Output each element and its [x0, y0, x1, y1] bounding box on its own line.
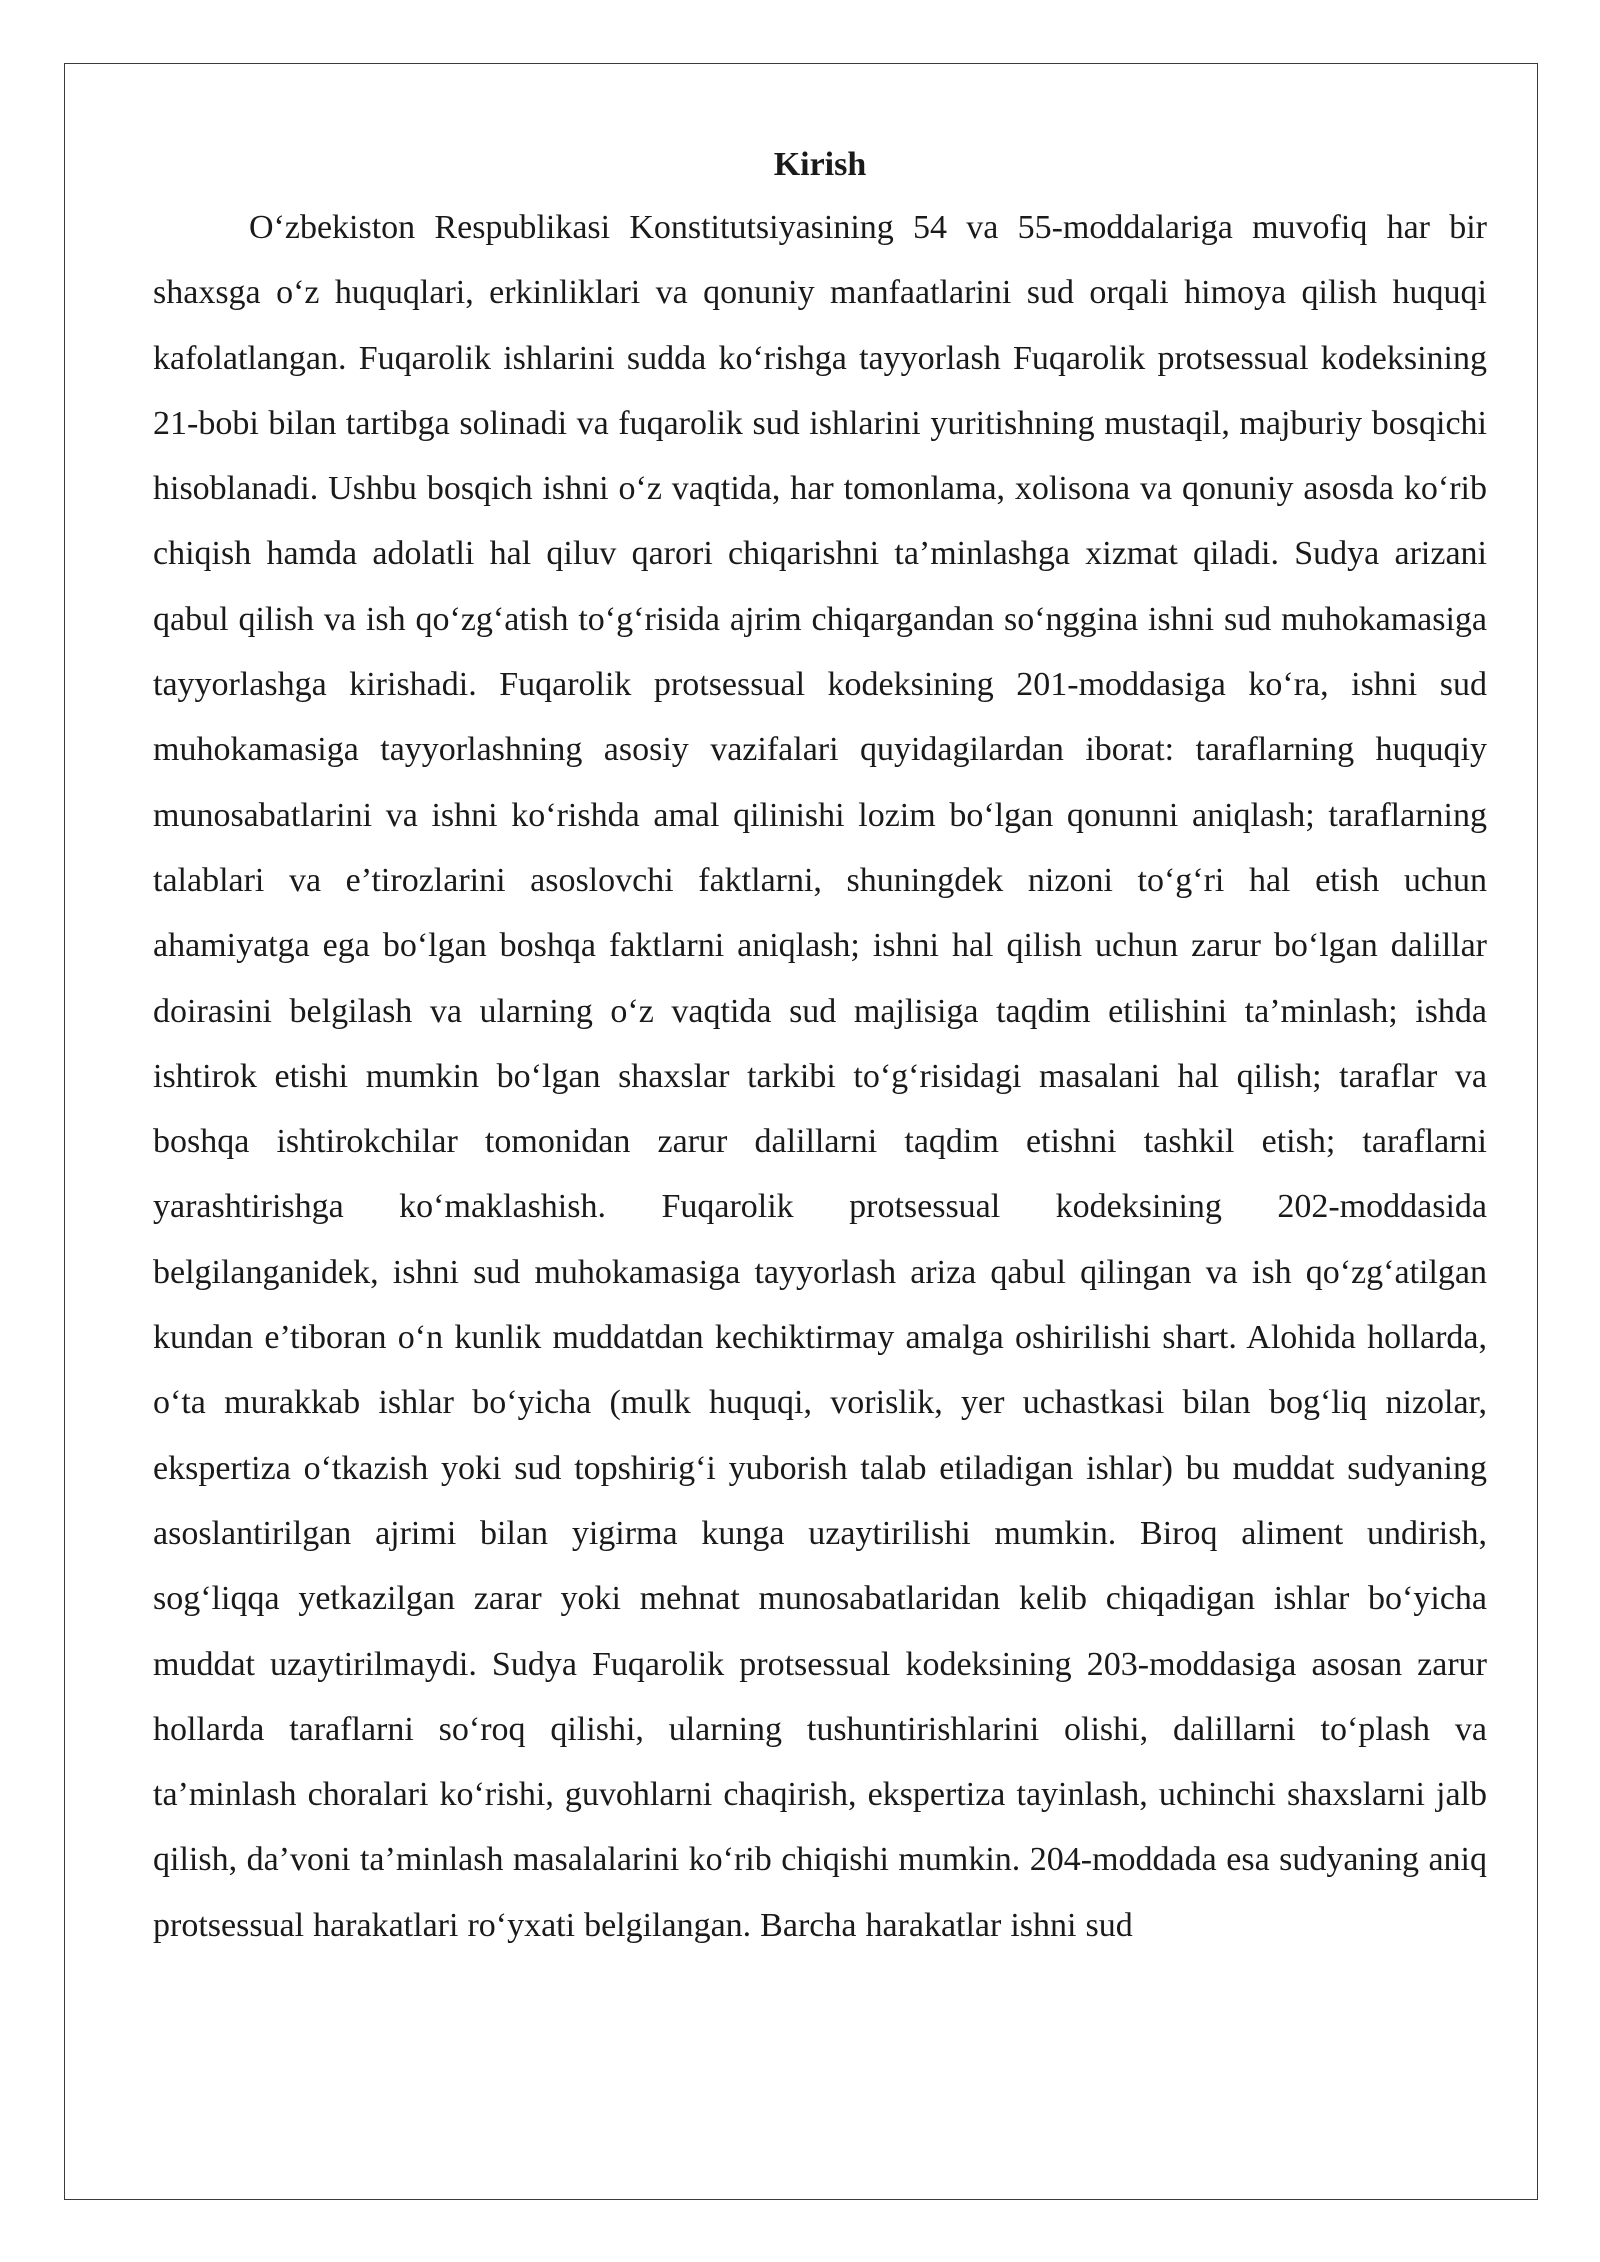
document-title: Kirish — [773, 146, 867, 183]
body-paragraph: O‘zbekiston Respublikasi Konstitutsiyasining 54 va 55-moddalariga muvofiq har bir shaxsga o‘z huquqlari, erkinliklari va qonuniy manfaatlarini sud orqali himoya qilish huquqi kafolatlangan. Fuqarolik ishlarini sudda ko‘rishga tayyorlash Fuqarolik protsessual kodeksining 21-bobi bilan tartibga solinadi va fuqarolik sud ishlarini yuritishning mustaqil, majburiy bosqichi hisoblanadi. Ushbu bosqich ishni o‘z vaqtida, har tomonlama, xolisona va qonuniy asosda ko‘rib chiqish hamda adolatli hal qiluv qarori chiqarishni ta’minlashga xizmat qiladi. Sudya arizani qabul qilish va ish qo‘zg‘atish to‘g‘risida ajrim chiqargandan so‘nggina ishni sud muhokamasiga tayyorlashga kirishadi. Fuqarolik protsessual kodeksining 201-moddasiga ko‘ra, ishni sud muhokamasiga tayyorlashning asosiy vazifalari quyidagilardan iborat: taraflarning huquqiy munosabatlarini va ishni ko‘rishda amal qilinishi lozim bo‘lgan qonunni aniqlash; taraflarning talablari va e’tirozlarini asoslovchi faktlarni, shuningdek nizoni to‘g‘ri hal etish uchun ahamiyatga ega bo‘lgan boshqa faktlarni aniqlash; ishni hal qilish uchun zarur bo‘lgan dalillar doirasini belgilash va ularning o‘z vaqtida sud majlisiga taqdim etilishini ta’minlash; ishda ishtirok etishi mumkin bo‘lgan shaxslar tarkibi to‘g‘risidagi masalani hal qilish; taraflar va boshqa ishtirokchilar tomonidan zarur dalillarni taqdim etishni tashkil etish; taraflarni yarashtirishga ko‘maklashish. Fuqarolik protsessual kodeksining 202-moddasida belgilanganidek, ishni sud muhokamasiga tayyorlash ariza qabul qilingan va ish qo‘zg‘atilgan kundan e’tiboran o‘n kunlik muddatdan kechiktirmay amalga oshirilishi shart. Alohida hollarda, o‘ta murakkab ishlar bo‘yicha (mulk huquqi, vorislik, yer uchastkasi bilan bog‘liq nizolar, ekspertiza o‘tkazish yoki sud topshirig‘i yuborish talab etiladigan ishlar) bu muddat sudyaning asoslantirilgan ajrimi bilan yigirma kunga uzaytirilishi mumkin. Biroq aliment undirish, sog‘liqqa yetkazilgan zarar yoki mehnat munosabatlaridan kelib chiqadigan ishlar bo‘yicha muddat uzaytirilmaydi. Sudya Fuqarolik protsessual kodeksining 203-moddasiga asosan zarur hollarda taraflarni so‘roq qilishi, ularning tushuntirishlarini olishi, dalillarni to‘plash va ta’minlash choralari ko‘rishi, guvohlarni chaqirish, ekspertiza tayinlash, uchinchi shaxslarni jalb qilish, da’voni ta’minlash masalalarini ko‘rib chiqishi mumkin. 204-moddada esa sudyaning aniq protsessual harakatlari ro‘yxati belgilangan. Barcha harakatlar ishni sud — [153, 209, 1487, 1944]
document-content — [153, 145, 1487, 1958]
